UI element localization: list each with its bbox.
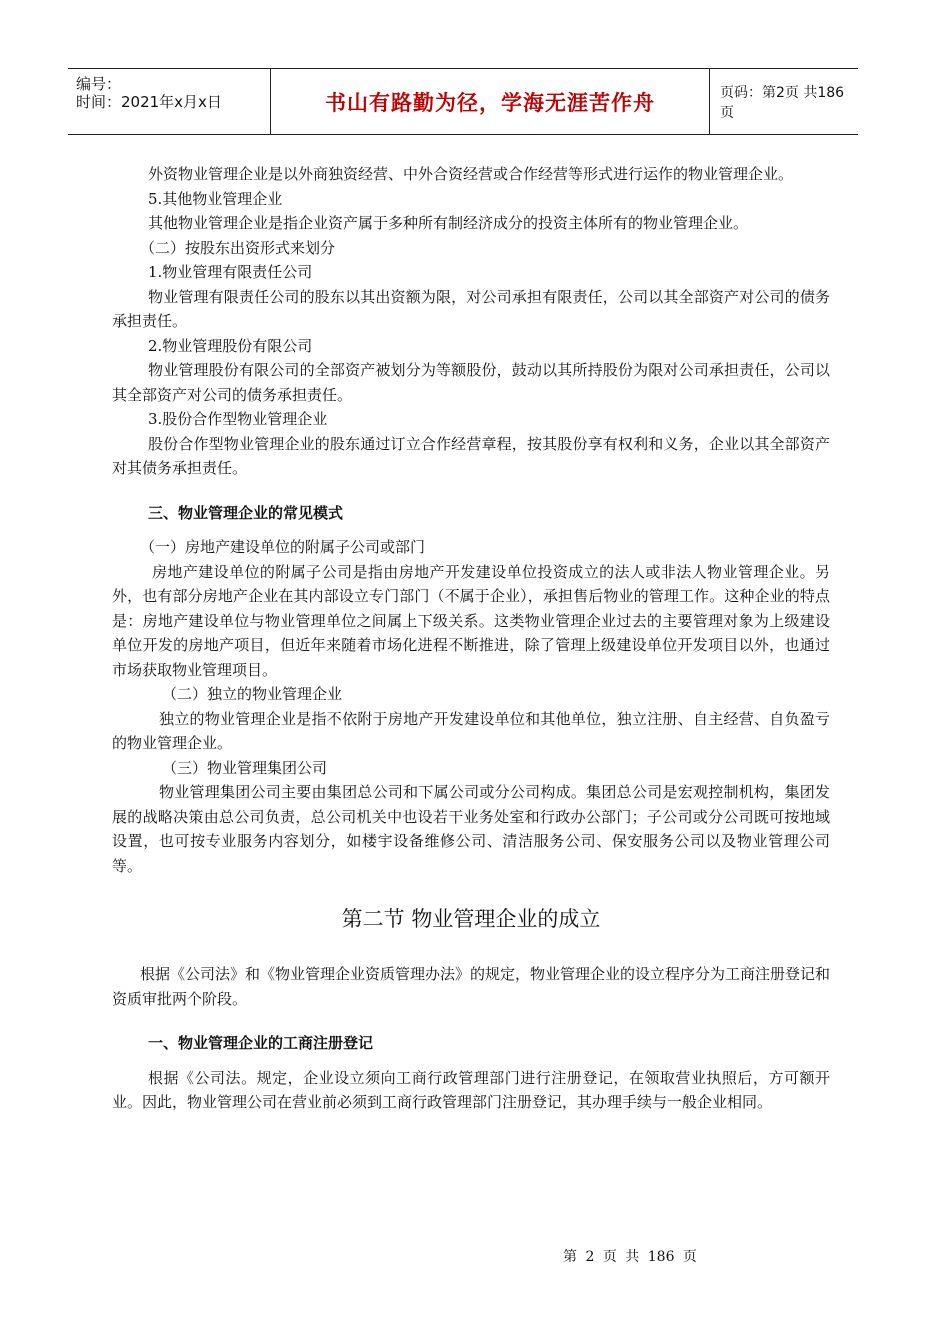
section-title: 第二节 物业管理企业的成立	[341, 907, 601, 931]
subsection-heading: （三）物业管理集团公司	[162, 758, 328, 777]
paragraph: 物业管理股份有限公司的全部资产被划分为等额股份，鼓动以其所持股份为限对公司承担责任，公司以其全部资产对公司的债务承担责任。	[112, 361, 830, 404]
document-body	[112, 162, 830, 1115]
section-heading-three: 三、物业管理企业的常见模式	[148, 503, 344, 522]
header-page-cell	[710, 69, 858, 134]
paragraph: 房地产建设单位的附属子公司是指由房地产开发建设单位投资成立的法人或非法人物业管理企业。另外，也有部分房地产企业在其内部设立专门部门（不属于企业），承担售后物业的管理工作。这种企业的特点是：房地产建设单位与物业管理单位之间属上下级关系。这类物业管理企业过去的主要管理对象为上级建设单位开发的房地产项目，但近年来随着市场化进程不断推进，除了管理上级建设单位开发项目以外，也通过市场获取物业管理项目。	[112, 562, 830, 679]
header-page-number: 页码：第2页 共186页	[720, 84, 845, 121]
section-heading-one: 一、物业管理企业的工商注册登记	[148, 1034, 374, 1052]
document-header	[68, 68, 858, 135]
paragraph: 根据《公司法。规定，企业设立须向工商行政管理部门进行注册登记，在领取营业执照后，方可额开业。因此，物业管理公司在营业前必须到工商行政管理部门注册登记，其办理手续与一般企业相同。	[112, 1068, 830, 1111]
paragraph: 外资物业管理企业是以外商独资经营、中外合资经营或合作经营等形式进行运作的物业管理企业。	[148, 165, 794, 183]
page-footer: 第 2 页 共 186 页	[563, 1249, 697, 1265]
header-motto-cell	[270, 69, 710, 134]
list-heading: 5.其他物业管理企业	[148, 189, 283, 208]
list-heading: 2.物业管理股份有限公司	[148, 336, 313, 355]
subsection-heading: （二）独立的物业管理企业	[162, 685, 343, 703]
paragraph: 物业管理集团公司主要由集团总公司和下属公司或分公司构成。集团总公司是宏观控制机构，集团发展的战略决策由总公司负责，总公司机关中也设若干业务处室和行政办公部门；子公司或分公司既可按地域设置，也可按专业服务内容划分，如楼宇设备维修公司、清洁服务公司、保安服务公司以及物业管理公司等。	[112, 783, 830, 875]
paragraph: 股份合作型物业管理企业的股东通过订立合作经营章程，按其股份享有权利和义务，企业以其全部资产对其债务承担责任。	[112, 434, 830, 477]
subsection-heading: （二）按股东出资形式来划分	[140, 238, 336, 257]
list-heading: 1.物业管理有限责任公司	[148, 263, 313, 281]
document-time-label: 时间：2021年x月x日	[76, 93, 222, 111]
paragraph: 物业管理有限责任公司的股东以其出资额为限，对公司承担有限责任，公司以其全部资产对公司的债务承担责任。	[112, 287, 830, 330]
paragraph: 根据《公司法》和《物业管理企业资质管理办法》的规定，物业管理企业的设立程序分为工商注册登记和资质审批两个阶段。	[112, 965, 831, 1008]
paragraph: 其他物业管理企业是指企业资产属于多种所有制经济成分的投资主体所有的物业管理企业。	[148, 214, 749, 232]
header-meta-cell	[68, 69, 270, 134]
document-number-label: 编号：	[76, 75, 122, 93]
subsection-heading: （一）房地产建设单位的附属子公司或部门	[140, 538, 426, 556]
header-motto: 书山有路勤为径，学海无涯苦作舟	[325, 90, 655, 115]
list-heading: 3.股份合作型物业管理企业	[148, 410, 328, 428]
paragraph: 独立的物业管理企业是指不依附于房地产开发建设单位和其他单位，独立注册、自主经营、自负盈亏的物业管理企业。	[112, 709, 830, 752]
